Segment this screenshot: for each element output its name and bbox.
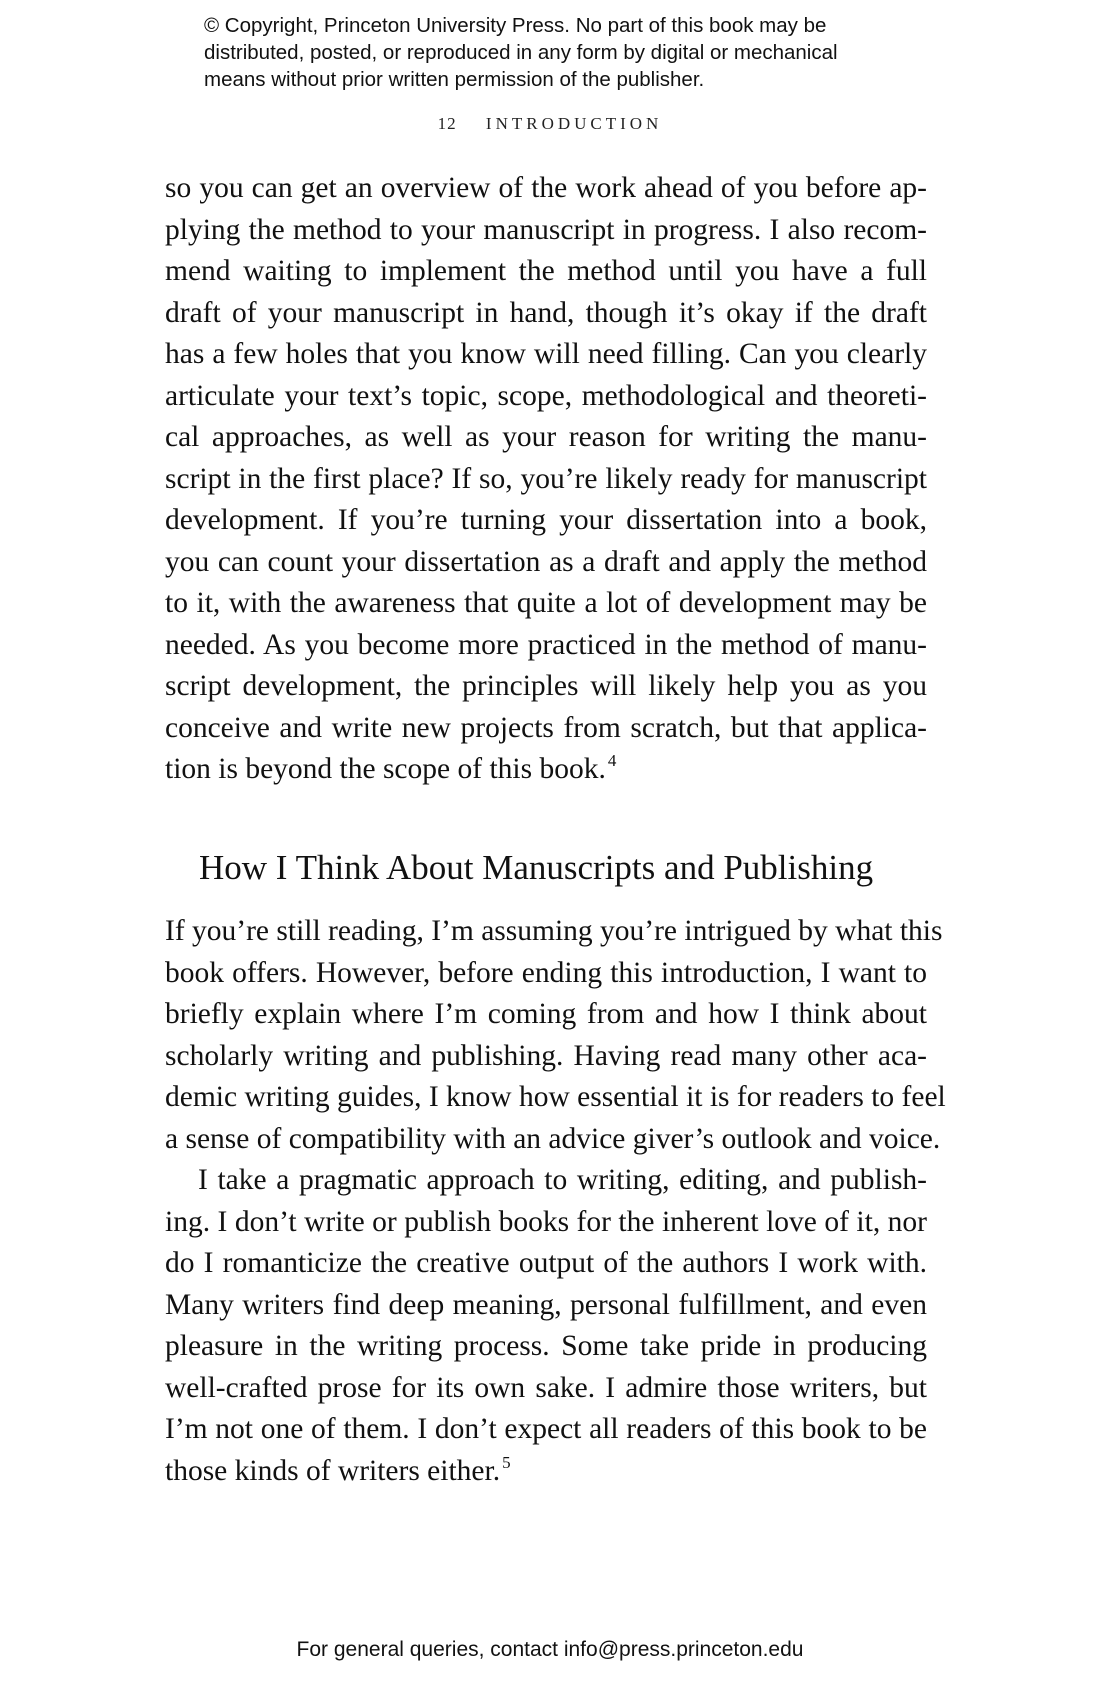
copyright-line: means without prior written permission of the publisher. xyxy=(204,68,705,91)
footnote-ref: 5 xyxy=(502,1452,511,1472)
text-line: ing. I don’t write or publish books for the inherent love of it, nor xyxy=(165,1205,927,1238)
page-number: 12 xyxy=(437,114,457,133)
text-line: Many writers find deep meaning, personal fulfillment, and even xyxy=(165,1288,927,1321)
section-heading: How I Think About Manuscripts and Publishing xyxy=(199,848,874,887)
text-line: briefly explain where I’m coming from and how I think about xyxy=(165,998,927,1030)
paragraph-3 xyxy=(165,1160,927,1492)
text-line: conceive and write new projects from scratch, but that applica- xyxy=(165,711,927,744)
copyright-line: distributed, posted, or reproduced in any form by digital or mechanical xyxy=(204,41,838,64)
text-line: to it, with the awareness that quite a lot of development may be xyxy=(165,587,927,619)
text-line: has a few holes that you know will need filling. Can you clearly xyxy=(165,338,927,370)
copyright-notice xyxy=(204,12,924,93)
text-line: articulate your text’s topic, scope, methodological and theoreti- xyxy=(165,379,927,412)
running-head xyxy=(0,114,1100,134)
text-line: development. If you’re turning your dissertation into a book, xyxy=(165,504,927,536)
text-line: script development, the principles will likely help you as you xyxy=(165,670,927,702)
text-line: so you can get an overview of the work ahead of you before ap- xyxy=(165,172,927,204)
text-line: mend waiting to implement the method until you have a full xyxy=(165,255,927,287)
text-line: I take a pragmatic approach to writing, editing, and publish- xyxy=(198,1164,927,1196)
text-line: book offers. However, before ending this introduction, I want to xyxy=(165,956,927,989)
footer-contact: For general queries, contact info@press.princeton.edu xyxy=(296,1638,804,1661)
text-line-content: tion is beyond the scope of this book. xyxy=(165,753,606,785)
text-line: script in the first place? If so, you’re likely ready for manuscript xyxy=(165,462,927,495)
text-line: pleasure in the writing process. Some take pride in producing xyxy=(165,1330,927,1362)
text-line: I’m not one of them. I don’t expect all readers of this book to be xyxy=(165,1413,927,1445)
text-line: plying the method to your manuscript in progress. I also recom- xyxy=(165,213,927,246)
text-line: needed. As you become more practiced in the method of manu- xyxy=(165,628,927,661)
text-line: scholarly writing and publishing. Having read many other aca- xyxy=(165,1039,927,1072)
text-line-content: those kinds of writers either. xyxy=(165,1454,501,1487)
text-line: well-crafted prose for its own sake. I admire those writers, but xyxy=(165,1371,927,1404)
text-line-last xyxy=(165,749,927,791)
paragraph-2 xyxy=(165,911,946,1160)
text-line: If you’re still reading, I’m assuming you’re intrigued by what this xyxy=(165,915,943,947)
text-line: draft of your manuscript in hand, though it’s okay if the draft xyxy=(165,296,927,329)
chapter-title: INTRODUCTION xyxy=(485,114,663,133)
text-line: you can count your dissertation as a draft and apply the method xyxy=(165,545,927,578)
copyright-line: © Copyright, Princeton University Press. No part of this book may be xyxy=(204,14,827,37)
text-line: demic writing guides, I know how essential it is for readers to feel xyxy=(165,1081,946,1113)
text-line: do I romanticize the creative output of the authors I work with. xyxy=(165,1247,927,1279)
paragraph-1 xyxy=(165,168,927,791)
text-line-last xyxy=(165,1451,927,1493)
footnote-ref: 4 xyxy=(607,751,617,770)
text-line: a sense of compatibility with an advice giver’s outlook and voice. xyxy=(165,1122,941,1155)
text-line: cal approaches, as well as your reason for writing the manu- xyxy=(165,421,927,453)
